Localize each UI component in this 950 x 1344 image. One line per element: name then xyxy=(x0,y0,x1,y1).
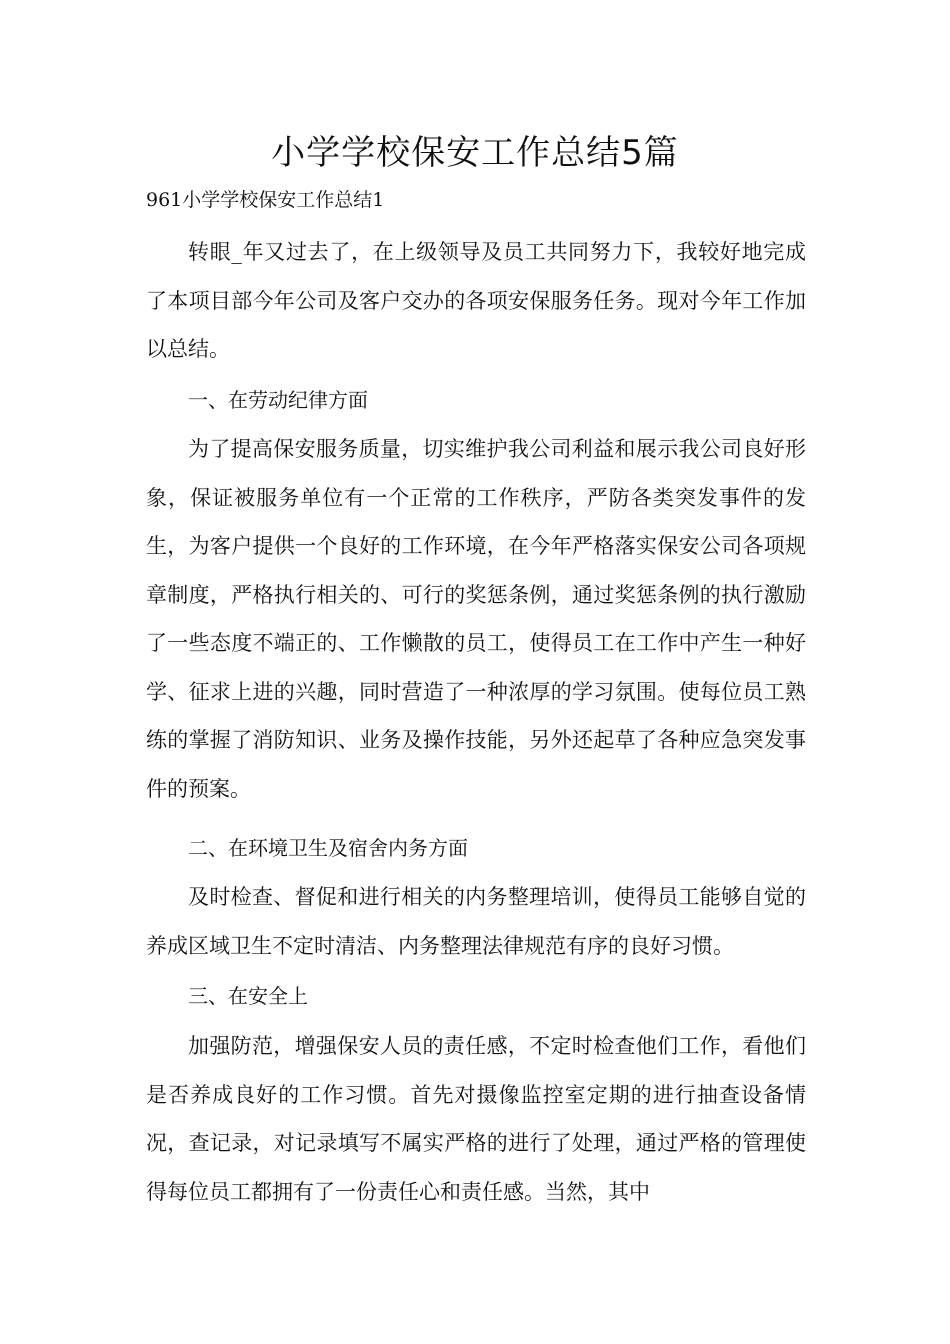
section3-paragraph: 加强防范，增强保安人员的责任感，不定时检查他们工作，看他们是否养成良好的工作习惯。首先对摄像监控室定期的进行抽查设备情况，查记录，对记录填写不属实严格的进行了处理，通过严格的管理使得每位员工都拥有了一份责任心和责任感。当然，其中 xyxy=(146,1034,806,1204)
section1-paragraph: 为了提高保安服务质量，切实维护我公司利益和展示我公司良好形象，保证被服务单位有一个正常的工作秩序，严防各类突发事件的发生，为客户提供一个良好的工作环境，在今年严格落实保安公司各项规章制度，严格执行相关的、可行的奖惩条例，通过奖惩条例的执行激励了一些态度不端正的、工作懒散的员工，使得员工在工作中产生一种好学、征求上进的兴趣，同时营造了一种浓厚的学习氛围。使每位员工熟练的掌握了消防知识、业务及操作技能，另外还起草了各种应急突发事件的预案。 xyxy=(146,437,806,801)
section3-heading: 三、在安全上 xyxy=(188,984,308,1008)
intro-paragraph: 转眼_年又过去了，在上级领导及员工共同努力下，我较好地完成了本项目部今年公司及客户交办的各项安保服务任务。现对今年工作加以总结。 xyxy=(146,240,806,361)
document-subtitle: 961小学学校保安工作总结1 xyxy=(146,189,385,211)
section1-heading: 一、在劳动纪律方面 xyxy=(188,388,368,412)
document-title: 小学学校保安工作总结5篇 xyxy=(271,133,679,173)
section2-paragraph: 及时检查、督促和进行相关的内务整理培训，使得员工能够自觉的养成区域卫生不定时清洁、内务整理法律规范有序的良好习惯。 xyxy=(146,885,806,958)
section2-heading: 二、在环境卫生及宿舍内务方面 xyxy=(188,836,468,860)
